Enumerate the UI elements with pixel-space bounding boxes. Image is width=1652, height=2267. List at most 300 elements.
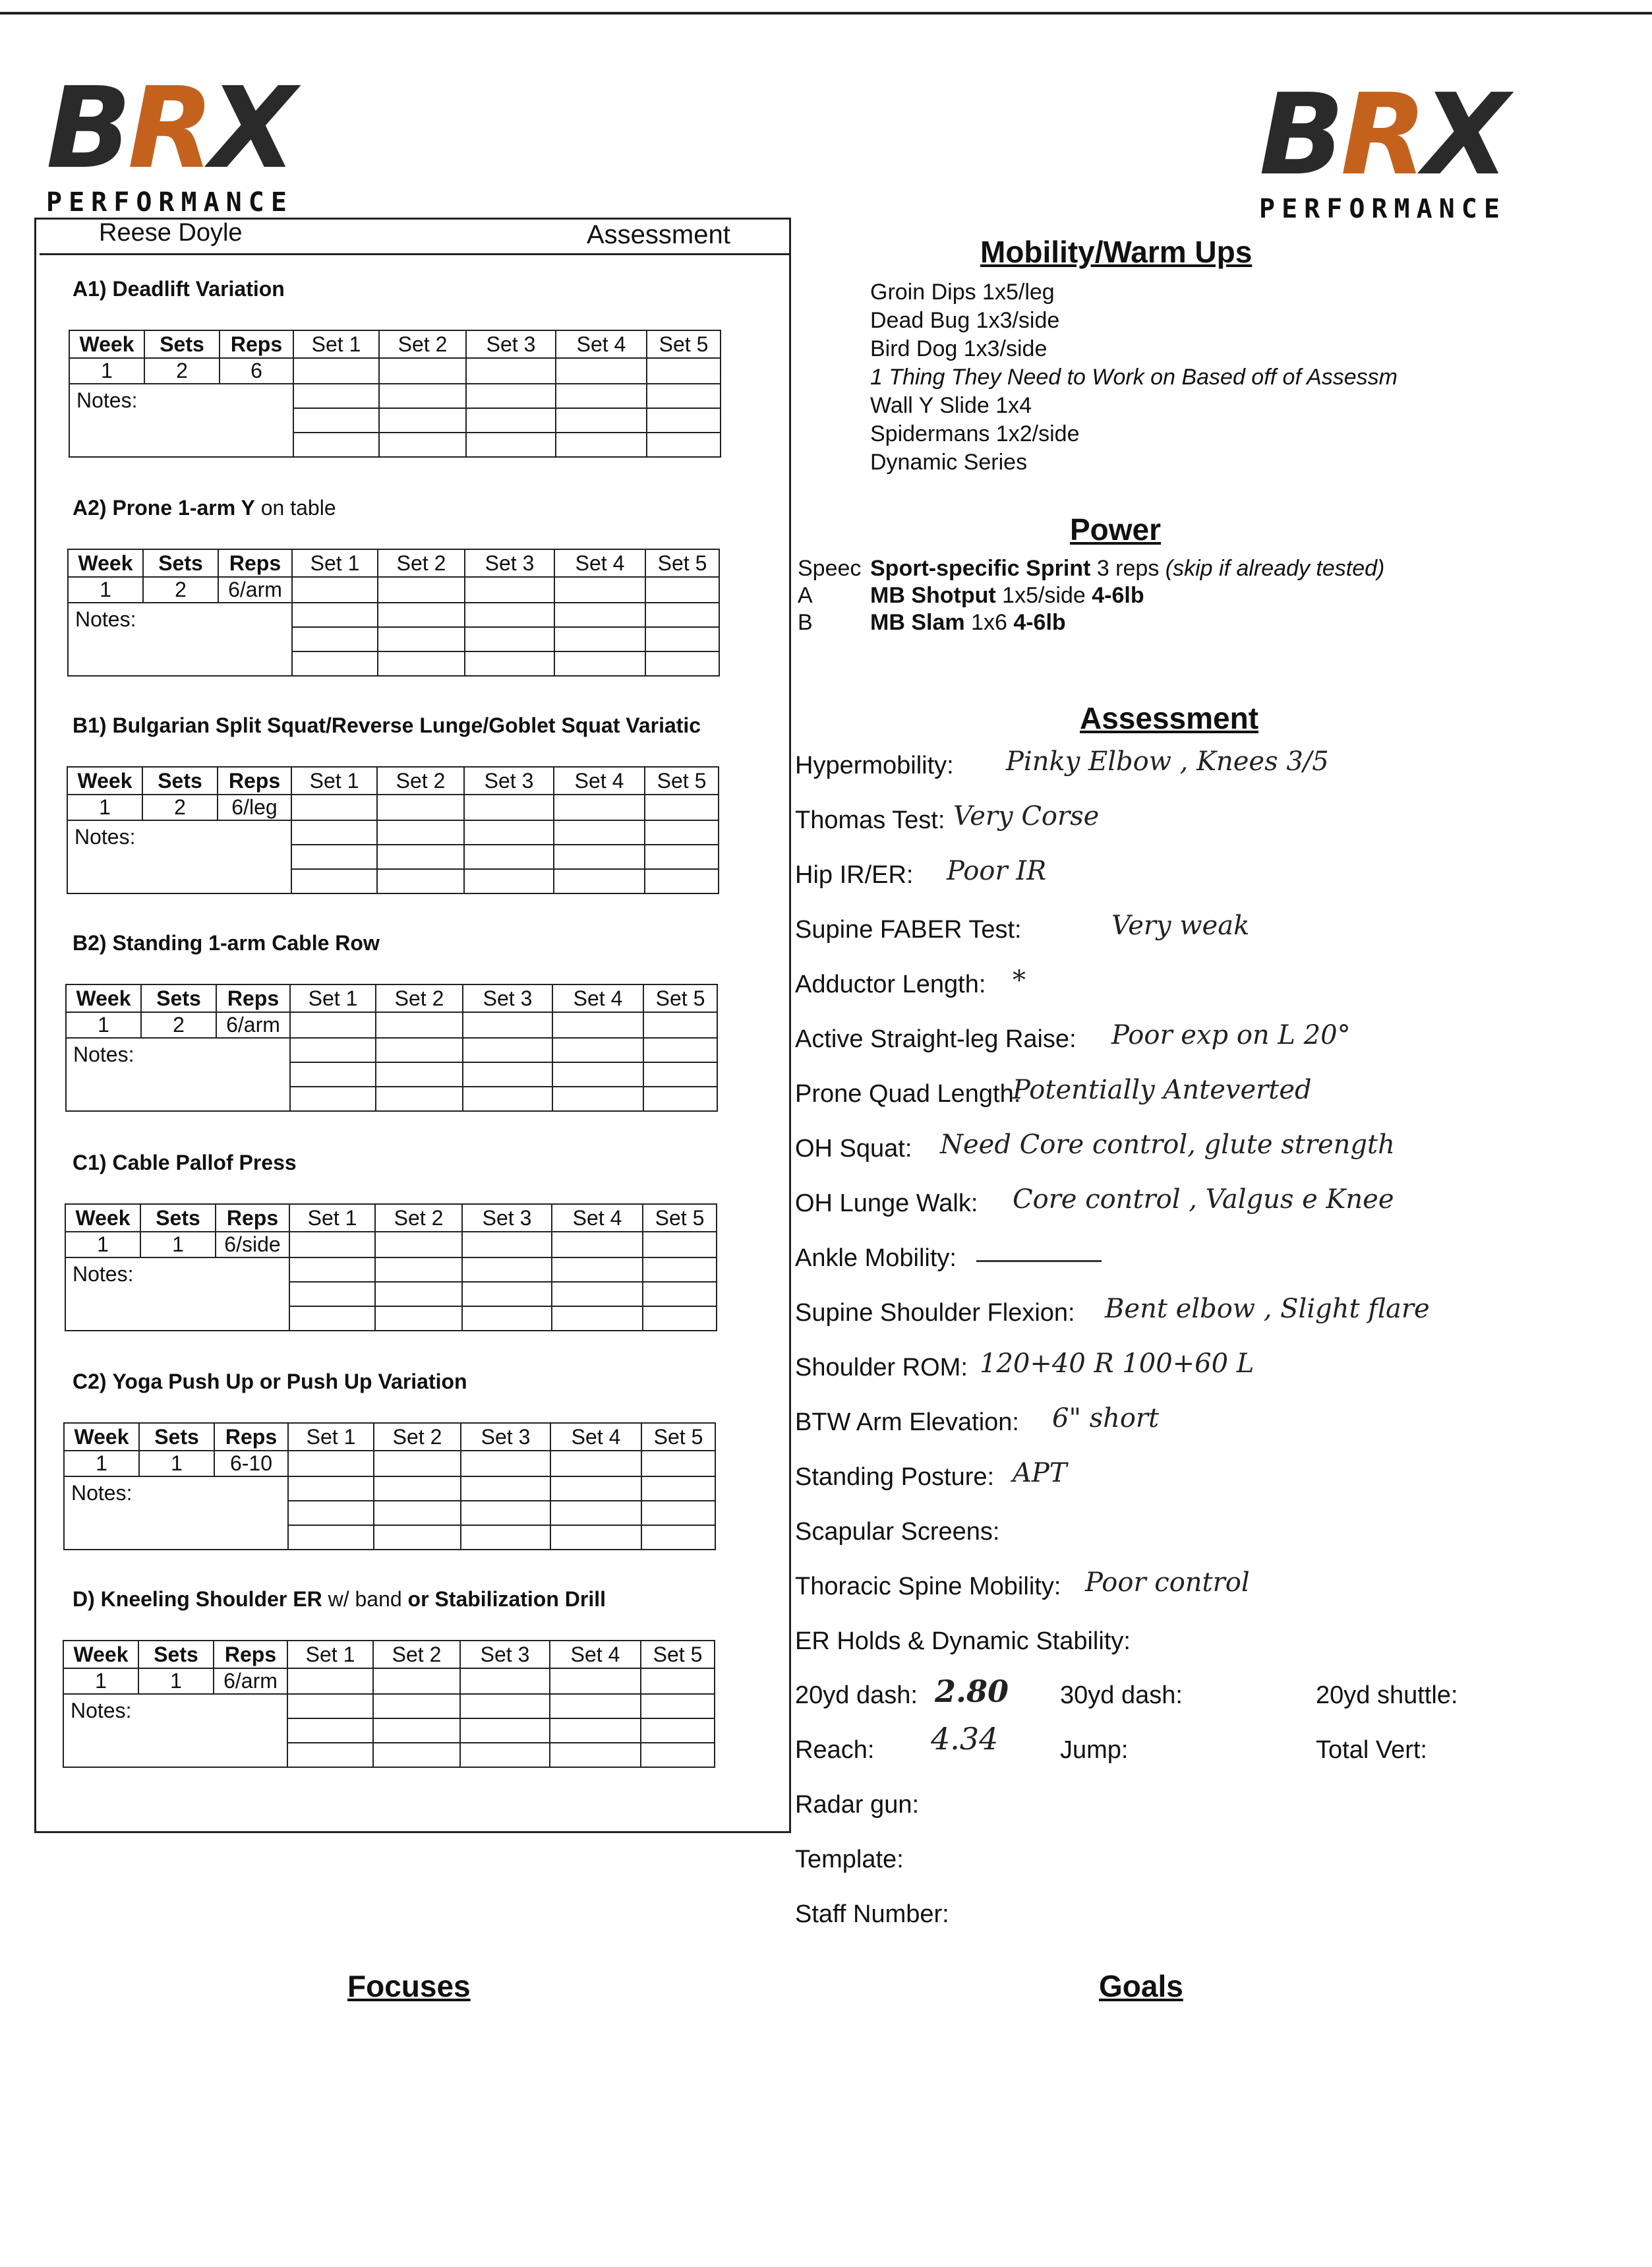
set-cell[interactable] (466, 433, 556, 457)
power-title: Power (1070, 512, 1162, 547)
power-exercise: Sport-specific Sprint (870, 556, 1091, 581)
column-header: Set 1 (292, 549, 378, 577)
table-row (69, 358, 721, 384)
set-cell[interactable] (378, 603, 465, 627)
set-cell[interactable] (287, 1694, 373, 1718)
logo-tagline: PERFORMANCE (46, 187, 293, 218)
set-cell[interactable] (379, 433, 466, 457)
set-cell[interactable] (293, 408, 379, 433)
set-cell[interactable] (376, 1038, 463, 1062)
set-cell[interactable] (291, 869, 377, 893)
set-cell[interactable] (376, 1062, 463, 1087)
brx-logo-right (1259, 70, 1506, 224)
set-cell[interactable] (647, 384, 721, 408)
power-reps: 3 reps (1096, 556, 1160, 581)
set-cell[interactable] (550, 1476, 641, 1501)
exercise-name: Kneeling Shoulder ER (100, 1587, 322, 1611)
set-cell[interactable] (292, 577, 378, 603)
logo-tagline: PERFORMANCE (1259, 194, 1506, 224)
athlete-name: Reese Doyle (99, 219, 243, 247)
set-cell[interactable] (466, 408, 556, 433)
set-cell[interactable] (641, 1451, 715, 1476)
column-header: Reps (214, 1423, 288, 1451)
column-header: Set 2 (377, 767, 464, 795)
reach-value: 4.34 (931, 1721, 999, 1757)
exercise-title (73, 1587, 606, 1612)
set-cell[interactable] (550, 1451, 641, 1476)
set-cell[interactable] (289, 1232, 375, 1257)
set-cell[interactable] (645, 845, 719, 869)
column-header: Week (63, 1641, 138, 1668)
column-header: Reps (218, 767, 291, 795)
column-header: Set 5 (645, 767, 719, 795)
table-header-row (66, 984, 717, 1012)
set-cell[interactable] (465, 577, 554, 603)
set-cell[interactable] (289, 1257, 375, 1282)
exercise-code: C1) (73, 1151, 107, 1174)
set-cell[interactable] (554, 603, 645, 627)
assessment-label: Thomas Test: (795, 806, 945, 834)
set-cell[interactable] (554, 651, 645, 676)
column-header: Set 2 (374, 1423, 461, 1451)
dash20-value: 2.80 (935, 1674, 1009, 1709)
assessment-label: Supine FABER Test: (795, 916, 1022, 944)
column-header: Set 4 (552, 984, 643, 1012)
set-cell[interactable] (374, 1501, 461, 1525)
set-cell[interactable] (645, 869, 719, 893)
set-cell[interactable] (374, 1525, 461, 1550)
set-cell[interactable] (645, 603, 719, 627)
handwritten-note: Pinky Elbow , Knees 3/5 (1006, 746, 1329, 777)
set-cell[interactable] (376, 1012, 463, 1038)
week-cell: 1 (63, 1668, 138, 1694)
set-cell[interactable] (290, 1087, 376, 1111)
handwritten-note: Core control , Valgus e Knee (1013, 1184, 1394, 1215)
power-row-label: Speec (798, 556, 862, 581)
table-row (66, 1012, 717, 1038)
column-header: Set 3 (464, 767, 554, 795)
set-cell[interactable] (373, 1743, 460, 1767)
table-row (63, 1694, 715, 1718)
exercise-log-table (67, 766, 719, 894)
set-cell[interactable] (291, 845, 377, 869)
reps-cell: 6 (220, 358, 293, 384)
set-cell[interactable] (466, 384, 556, 408)
set-cell[interactable] (460, 1718, 550, 1743)
set-cell[interactable] (554, 627, 645, 651)
set-cell[interactable] (554, 845, 645, 869)
set-cell[interactable] (377, 845, 464, 869)
week-cell: 1 (68, 577, 143, 603)
panel-header (7, 219, 788, 256)
goals-title: Goals (1099, 1969, 1183, 2003)
set-cell[interactable] (461, 1501, 550, 1525)
column-header: Sets (139, 1423, 214, 1451)
set-cell[interactable] (641, 1668, 715, 1694)
column-header: Set 3 (466, 330, 556, 358)
notes-cell[interactable]: Notes: (67, 820, 291, 893)
set-cell[interactable] (461, 1451, 550, 1476)
set-cell[interactable] (466, 358, 556, 384)
set-cell[interactable] (643, 1087, 717, 1111)
handwritten-note: Poor control (1085, 1567, 1250, 1598)
sets-cell: 2 (141, 1012, 216, 1038)
set-cell[interactable] (293, 433, 379, 457)
set-cell[interactable] (556, 384, 647, 408)
set-cell[interactable] (641, 1718, 715, 1743)
power-row-label: A (798, 583, 813, 608)
column-header: Set 5 (641, 1641, 715, 1668)
set-cell[interactable] (378, 651, 465, 676)
set-cell[interactable] (463, 1038, 552, 1062)
table-row (67, 820, 719, 845)
notes-cell[interactable]: Notes: (64, 1476, 288, 1550)
set-cell[interactable] (552, 1038, 643, 1062)
set-cell[interactable] (647, 408, 721, 433)
set-cell[interactable] (462, 1282, 552, 1306)
set-cell[interactable] (464, 795, 554, 820)
handwritten-note: Very weak (1111, 911, 1250, 941)
column-header: Week (65, 1204, 140, 1232)
table-row (67, 795, 719, 820)
set-cell[interactable] (643, 1232, 717, 1257)
set-cell[interactable] (550, 1718, 641, 1743)
column-header: Set 3 (465, 549, 554, 577)
column-header: Set 4 (554, 549, 645, 577)
set-cell[interactable] (464, 845, 554, 869)
set-cell[interactable] (289, 1282, 375, 1306)
power-load: 4-6lb (1013, 610, 1066, 635)
set-cell[interactable] (288, 1451, 374, 1476)
set-cell[interactable] (287, 1668, 373, 1694)
column-header: Set 2 (373, 1641, 460, 1668)
radar-label: Radar gun: (795, 1791, 920, 1819)
column-header: Set 1 (291, 767, 377, 795)
set-cell[interactable] (550, 1694, 641, 1718)
set-cell[interactable] (375, 1232, 462, 1257)
mobility-list (870, 278, 1398, 477)
column-header: Set 4 (554, 767, 645, 795)
set-cell[interactable] (374, 1451, 461, 1476)
set-cell[interactable] (292, 651, 378, 676)
set-cell[interactable] (643, 1306, 717, 1331)
set-cell[interactable] (645, 795, 719, 820)
week-cell: 1 (65, 1232, 140, 1257)
set-cell[interactable] (463, 1062, 552, 1087)
exercise-name-alt: or Stabilization Drill (407, 1587, 606, 1611)
set-cell[interactable] (461, 1525, 550, 1550)
set-cell[interactable] (460, 1668, 550, 1694)
mobility-item: Spidermans 1x2/side (870, 421, 1080, 446)
dash20-label: 20yd dash: (795, 1681, 918, 1709)
exercise-name-detail: on table (260, 496, 336, 520)
column-header: Sets (140, 1204, 216, 1232)
column-header: Set 1 (288, 1423, 374, 1451)
set-cell[interactable] (645, 627, 719, 651)
mobility-item: Wall Y Slide 1x4 (870, 393, 1032, 418)
set-cell[interactable] (375, 1282, 462, 1306)
set-cell[interactable] (379, 384, 466, 408)
exercise-code: B2) (73, 931, 107, 955)
power-reps: 1x6 (971, 610, 1007, 635)
exercise-log-table (65, 1203, 717, 1331)
set-cell[interactable] (552, 1232, 643, 1257)
set-cell[interactable] (288, 1501, 374, 1525)
set-cell[interactable] (377, 869, 464, 893)
handwritten-note: 6" short (1052, 1403, 1160, 1434)
mobility-title: Mobility/Warm Ups (980, 235, 1253, 269)
column-header: Set 2 (376, 984, 463, 1012)
exercise-name: Deadlift Variation (112, 277, 285, 301)
set-cell[interactable] (463, 1087, 552, 1111)
set-cell[interactable] (552, 1012, 643, 1038)
column-header: Reps (218, 549, 292, 577)
assessment-label: Supine Shoulder Flexion: (795, 1299, 1075, 1327)
set-cell[interactable] (643, 1257, 717, 1282)
column-header: Reps (216, 984, 290, 1012)
set-cell[interactable] (643, 1038, 717, 1062)
power-reps: 1x5/side (1002, 583, 1086, 608)
set-cell[interactable] (643, 1012, 717, 1038)
reps-cell: 6/side (216, 1232, 289, 1257)
set-cell[interactable] (374, 1476, 461, 1501)
table-header-row (65, 1204, 717, 1232)
set-cell[interactable] (552, 1306, 643, 1331)
set-cell[interactable] (641, 1525, 715, 1550)
exercise-log-table (65, 984, 718, 1112)
set-cell[interactable] (645, 577, 719, 603)
handwritten-note: Potentially Anteverted (1013, 1075, 1312, 1105)
handwritten-note: Bent elbow , Slight flare (1105, 1294, 1430, 1324)
reps-cell: 6-10 (214, 1451, 288, 1476)
exercise-name: Cable Pallof Press (112, 1151, 297, 1174)
column-header: Sets (144, 330, 220, 358)
column-header: Set 3 (460, 1641, 550, 1668)
column-header: Set 5 (641, 1423, 715, 1451)
table-row (69, 384, 721, 408)
set-cell[interactable] (290, 1012, 376, 1038)
scan-edge-line (0, 12, 1652, 15)
set-cell[interactable] (462, 1306, 552, 1331)
column-header: Reps (216, 1204, 289, 1232)
column-header: Sets (143, 549, 218, 577)
column-header: Sets (141, 984, 216, 1012)
set-cell[interactable] (465, 627, 554, 651)
jump-label: Jump: (1060, 1736, 1129, 1764)
set-cell[interactable] (377, 795, 464, 820)
set-cell[interactable] (378, 577, 465, 603)
reps-cell: 6/arm (218, 577, 292, 603)
set-cell[interactable] (288, 1525, 374, 1550)
set-cell[interactable] (554, 869, 645, 893)
set-cell[interactable] (379, 408, 466, 433)
notes-cell[interactable]: Notes: (65, 1257, 289, 1331)
handwritten-note: * (1013, 965, 1026, 996)
set-cell[interactable] (291, 795, 377, 820)
set-cell[interactable] (647, 433, 721, 457)
assessment-label: OH Lunge Walk: (795, 1190, 978, 1217)
power-row-label: B (798, 610, 813, 635)
notes-cell[interactable]: Notes: (69, 384, 293, 457)
set-cell[interactable] (293, 358, 379, 384)
set-cell[interactable] (292, 603, 378, 627)
set-cell[interactable] (461, 1476, 550, 1501)
exercise-name: Prone 1-arm Y (112, 496, 255, 520)
set-cell[interactable] (377, 820, 464, 845)
set-cell[interactable] (287, 1743, 373, 1767)
handwritten-note: Very Corse (953, 801, 1100, 831)
dash30-label: 30yd dash: (1060, 1681, 1183, 1709)
week-cell: 1 (64, 1451, 139, 1476)
set-cell[interactable] (462, 1232, 552, 1257)
set-cell[interactable] (376, 1087, 463, 1111)
mobility-item: Dynamic Series (870, 450, 1028, 475)
exercise-log-table (63, 1422, 716, 1550)
mobility-item: Dead Bug 1x3/side (870, 308, 1060, 333)
exercise-name-detail: w/ band (328, 1587, 402, 1611)
handwritten-note: Need Core control, glute strength (940, 1130, 1395, 1160)
column-header: Sets (138, 1641, 214, 1668)
notes-cell[interactable]: Notes: (68, 603, 292, 676)
table-header-row (67, 767, 719, 795)
week-cell: 1 (69, 358, 144, 384)
logo-mark: BRX (1259, 70, 1506, 200)
set-cell[interactable] (375, 1306, 462, 1331)
handwritten-note: APT (1013, 1458, 1067, 1488)
set-cell[interactable] (554, 795, 645, 820)
set-cell[interactable] (287, 1718, 373, 1743)
sets-cell: 2 (144, 358, 220, 384)
set-cell[interactable] (550, 1525, 641, 1550)
notes-cell[interactable]: Notes: (63, 1694, 287, 1767)
set-cell[interactable] (465, 651, 554, 676)
column-header: Set 5 (647, 330, 721, 358)
set-cell[interactable] (550, 1668, 641, 1694)
assessment-label: Adductor Length: (795, 971, 986, 998)
exercise-log-table (67, 549, 720, 677)
set-cell[interactable] (643, 1282, 717, 1306)
reach-label: Reach: (795, 1736, 875, 1764)
table-header-row (69, 330, 721, 358)
staff-label: Staff Number: (795, 1900, 949, 1928)
assessment-label: Standing Posture: (795, 1463, 995, 1491)
table-row (63, 1668, 715, 1694)
power-load: 4-6lb (1092, 583, 1144, 608)
column-header: Set 3 (461, 1423, 550, 1451)
set-cell[interactable] (554, 577, 645, 603)
set-cell[interactable] (641, 1476, 715, 1501)
set-cell[interactable] (292, 627, 378, 651)
reps-cell: 6/arm (216, 1012, 290, 1038)
reps-cell: 6/arm (214, 1668, 287, 1694)
table-header-row (63, 1641, 715, 1668)
set-cell[interactable] (552, 1087, 643, 1111)
column-header: Week (68, 549, 143, 577)
column-header: Set 1 (287, 1641, 373, 1668)
column-header: Set 2 (375, 1204, 462, 1232)
week-cell: 1 (66, 1012, 141, 1038)
assessment-label: Ankle Mobility: (795, 1244, 957, 1272)
exercise-name: Bulgarian Split Squat/Reverse Lunge/Goblet Squat Variatic (112, 713, 701, 737)
column-header: Sets (142, 767, 218, 795)
set-cell[interactable] (552, 1257, 643, 1282)
column-header: Set 2 (378, 549, 465, 577)
set-cell[interactable] (645, 820, 719, 845)
set-cell[interactable] (643, 1062, 717, 1087)
set-cell[interactable] (464, 820, 554, 845)
set-cell[interactable] (293, 384, 379, 408)
set-cell[interactable] (465, 603, 554, 627)
set-cell[interactable] (289, 1306, 375, 1331)
set-cell[interactable] (552, 1282, 643, 1306)
table-row (66, 1038, 717, 1062)
set-cell[interactable] (645, 651, 719, 676)
set-cell[interactable] (373, 1718, 460, 1743)
column-header: Set 3 (463, 984, 552, 1012)
set-cell[interactable] (463, 1012, 552, 1038)
vert-label: Total Vert: (1316, 1736, 1427, 1764)
notes-cell[interactable]: Notes: (66, 1038, 290, 1111)
set-cell[interactable] (288, 1476, 374, 1501)
column-header: Set 5 (645, 549, 719, 577)
exercise-code: C2) (73, 1370, 107, 1393)
set-cell[interactable] (460, 1694, 550, 1718)
exercise-title (73, 1370, 467, 1394)
set-cell[interactable] (556, 358, 647, 384)
template-label: Template: (795, 1846, 904, 1873)
set-cell[interactable] (641, 1694, 715, 1718)
set-cell[interactable] (550, 1743, 641, 1767)
mobility-item: Groin Dips 1x5/leg (870, 280, 1055, 305)
set-cell[interactable] (462, 1257, 552, 1282)
set-cell[interactable] (373, 1694, 460, 1718)
set-cell[interactable] (378, 627, 465, 651)
set-cell[interactable] (554, 820, 645, 845)
set-cell[interactable] (552, 1062, 643, 1087)
assessment-label: Hypermobility: (795, 752, 954, 779)
assessment-label: Prone Quad Length: (795, 1080, 1021, 1108)
set-cell[interactable] (556, 408, 647, 433)
handwritten-dash (976, 1260, 1102, 1262)
set-cell[interactable] (290, 1062, 376, 1087)
table-row (64, 1451, 715, 1476)
set-cell[interactable] (460, 1743, 550, 1767)
column-header: Week (69, 330, 144, 358)
set-cell[interactable] (550, 1501, 641, 1525)
set-cell[interactable] (641, 1501, 715, 1525)
set-cell[interactable] (291, 820, 377, 845)
exercise-code: B1) (73, 713, 107, 737)
week-cell: 1 (67, 795, 142, 820)
power-note: (skip if already tested) (1165, 556, 1385, 581)
sets-cell: 1 (139, 1451, 214, 1476)
set-cell[interactable] (647, 358, 721, 384)
set-cell[interactable] (641, 1743, 715, 1767)
column-header: Week (66, 984, 141, 1012)
set-cell[interactable] (373, 1668, 460, 1694)
set-cell[interactable] (290, 1038, 376, 1062)
set-cell[interactable] (379, 358, 466, 384)
column-header: Reps (214, 1641, 287, 1668)
handwritten-note: Poor IR (947, 856, 1047, 886)
column-header: Set 1 (293, 330, 379, 358)
set-cell[interactable] (556, 433, 647, 457)
set-cell[interactable] (375, 1257, 462, 1282)
column-header: Set 2 (379, 330, 466, 358)
exercise-code: A2) (73, 496, 107, 520)
handwritten-note: Poor exp on L 20° (1111, 1020, 1351, 1050)
set-cell[interactable] (464, 869, 554, 893)
